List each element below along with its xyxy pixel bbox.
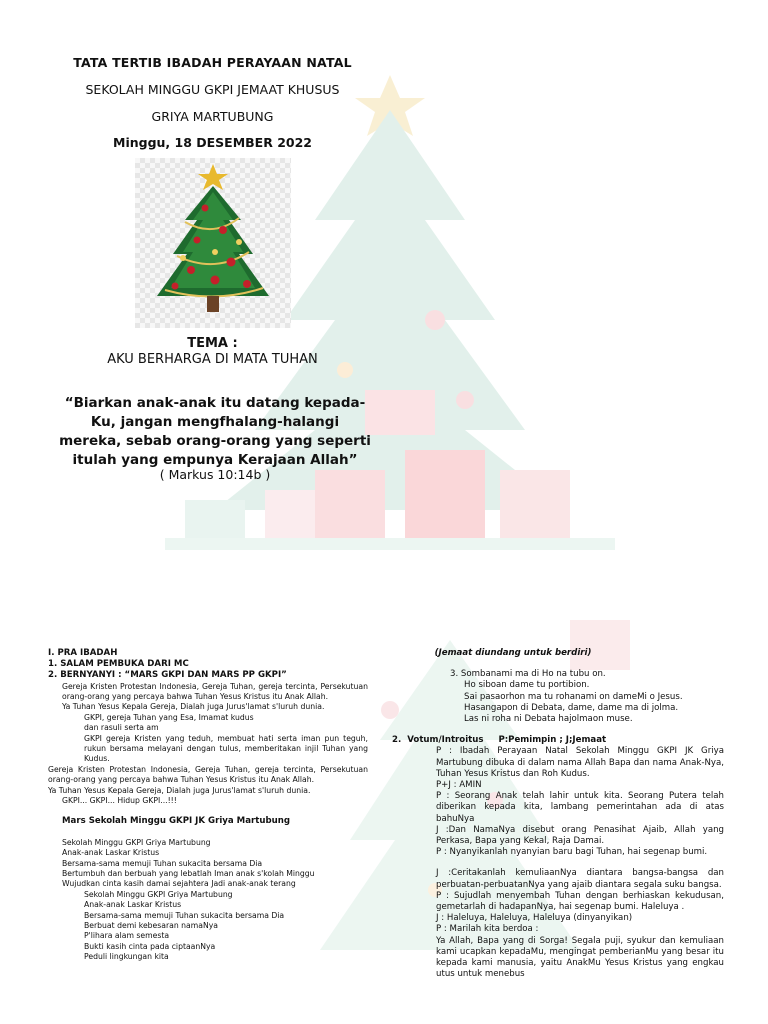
song-verse-line: Ho siboan dame tu portibion. (464, 680, 590, 691)
song-verse-line: Las ni roha ni Debata hajolmaon muse. (464, 714, 633, 725)
liturgy-line: J :Ceritakanlah kemuliaanNya diantara bangsa-bangsa dan perbuatan-perbuatanNya yang ajaib diantara segala suku bangsa. (436, 868, 724, 890)
prayer-text: Ya Allah, Bapa yang di Sorga! Segala puji, syukur dan kemuliaan kami ucapkan kepadaMu, mengingat pemberianMu yang besar itu kepada kami manusia, yaitu AnakMu Yesus Kristus yang engkau utus untuk menebus (436, 935, 724, 980)
mars-gkpi-ending: GKPI... GKPI... Hidup GKPI...!!! (62, 796, 177, 806)
mars-gkpi-line: dan rasuli serta am (84, 723, 159, 733)
liturgy-line: P : Seorang Anak telah lahir untuk kita. Seorang Putera telah diberikan kepada kita, lambang pemerintahan ada di atas bahuNya (436, 791, 724, 824)
song-verse-line: 3. Sombanami ma di Ho na tubu on. (450, 669, 606, 680)
tema-label: TEMA : (187, 336, 238, 351)
section-votum-introitus: 2. Votum/Introitus P:Pemimpin ; J;Jemaat (392, 735, 607, 746)
mars-sm-line: Anak-anak Laskar Kristus (62, 848, 160, 858)
mars-gkpi-line: Ya Tuhan Yesus Kepala Gereja, Dialah juga Jurus'lamat s'luruh dunia. (62, 702, 325, 712)
place-name: GRIYA MARTUBUNG (151, 109, 274, 124)
liturgy-line: J :Dan NamaNya disebut orang Penasihat Ajaib, Allah yang Perkasa, Bapa yang Kekal, Raja Damai. (436, 824, 724, 847)
song-verse-line: Hasangapon di Debata, dame, dame ma di jolma. (464, 702, 679, 713)
bible-verse: “Biarkan anak-anak itu datang kepada-Ku, jangan mengfhalang-halangi mereka, sebab orang-orang yang seperti itulah yang empunya Kerajaan Allah” (59, 395, 371, 468)
mars-sm-line: Bertumbuh dan berbuah yang lebatlah Iman anak s'kolah Minggu (62, 868, 315, 878)
mars-gkpi-line: Ya Tuhan Yesus Kepala Gereja, Dialah juga Jurus'lamat s'luruh dunia. (48, 785, 311, 795)
christmas-tree-image (135, 158, 291, 328)
liturgy-line: P : Ibadah Perayaan Natal Sekolah Minggu GKPI JK Griya Martubung dibuka di dalam nama Allah Bapa dan nama Anak-Nya, Tuhan Yesus Kristus dan Roh Kudus. (436, 746, 724, 779)
mars-sm-line: Bukti kasih cinta pada ciptaanNya (84, 941, 216, 951)
christmas-tree-icon (135, 158, 291, 328)
congregation-stand-note: (Jemaat diundang untuk berdiri) (434, 648, 592, 658)
liturgy-line: P : Nyanyikanlah nyanyian baru bagi Tuhan, hai segenap bumi. (436, 847, 708, 858)
mars-sm-line: P'lihara alam semesta (84, 931, 170, 941)
mars-sm-line: Anak-anak Laskar Kristus (84, 900, 182, 910)
section-bernyanyi: 2. BERNYANYI : “MARS GKPI DAN MARS PP GKPI” (48, 670, 287, 681)
service-date: Minggu, 18 DESEMBER 2022 (113, 135, 312, 150)
section-salam-pembuka: 1. SALAM PEMBUKA DARI MC (48, 659, 189, 670)
mars-sm-line: Sekolah Minggu GKPI Griya Martubung (62, 837, 211, 847)
mars-sekolah-minggu-title: Mars Sekolah Minggu GKPI JK Griya Martubung (62, 816, 291, 827)
mars-sm-line: Bersama-sama memuji Tuhan sukacita bersama Dia (62, 858, 263, 868)
document-title: TATA TERTIB IBADAH PERAYAAN NATAL (73, 55, 352, 70)
church-name: SEKOLAH MINGGU GKPI JEMAAT KHUSUS (85, 82, 340, 97)
left-column (48, 648, 368, 963)
section-pra-ibadah: I. PRA IBADAH (48, 648, 118, 658)
mars-gkpi-line: Gereja Kristen Protestan Indonesia, Gereja Tuhan, gereja tercinta, Persekutuan orang-orang yang percaya bahwa Tuhan Yesus Kristus itu Anak Allah. (48, 764, 368, 785)
liturgy-line: P : Marilah kita berdoa : (436, 924, 539, 935)
mars-sm-line: Bersama-sama memuji Tuhan sukacita bersama Dia (84, 910, 285, 920)
mars-sm-line: Wujudkan cinta kasih damai sejahtera Jadi anak-anak terang (62, 879, 296, 889)
tema-value: AKU BERHARGA DI MATA TUHAN (107, 352, 318, 367)
mars-gkpi-line: GKPI, gereja Tuhan yang Esa, Imamat kudus (84, 712, 254, 722)
bible-verse-reference: ( Markus 10:14b ) (159, 467, 271, 482)
mars-sm-line: Berbuat demi kebesaran namaNya (84, 920, 218, 930)
liturgy-line: P+J : AMIN (436, 780, 482, 791)
right-column (392, 648, 724, 980)
liturgy-line: J : Haleluya, Haleluya, Haleluya (dinyanyikan) (436, 913, 633, 924)
liturgy-line: P : Sujudlah menyembah Tuhan dengan berhiaskan kekudusan, gemetarlah di hadapanNya, hai segenap bumi. Haleluya . (436, 890, 724, 913)
mars-gkpi-line: GKPI gereja Kristen yang teduh, membuat hati serta iman pun teguh, rukun bersama melayani dengan tulus, memberitakan injil Tuhan yang Kudus. (84, 733, 368, 764)
song-verse-line: Sai pasaorhon ma tu rohanami on dameMi o Jesus. (464, 691, 683, 702)
mars-gkpi-line: Gereja Kristen Protestan Indonesia, Gereja Tuhan, gereja tercinta, Persekutuan orang-orang yang percaya bahwa Tuhan Yesus Kristus itu Anak Allah. (62, 681, 368, 702)
mars-sm-line: Sekolah Minggu GKPI Griya Martubung (84, 889, 233, 899)
mars-sm-line: Peduli lingkungan kita (84, 952, 169, 962)
